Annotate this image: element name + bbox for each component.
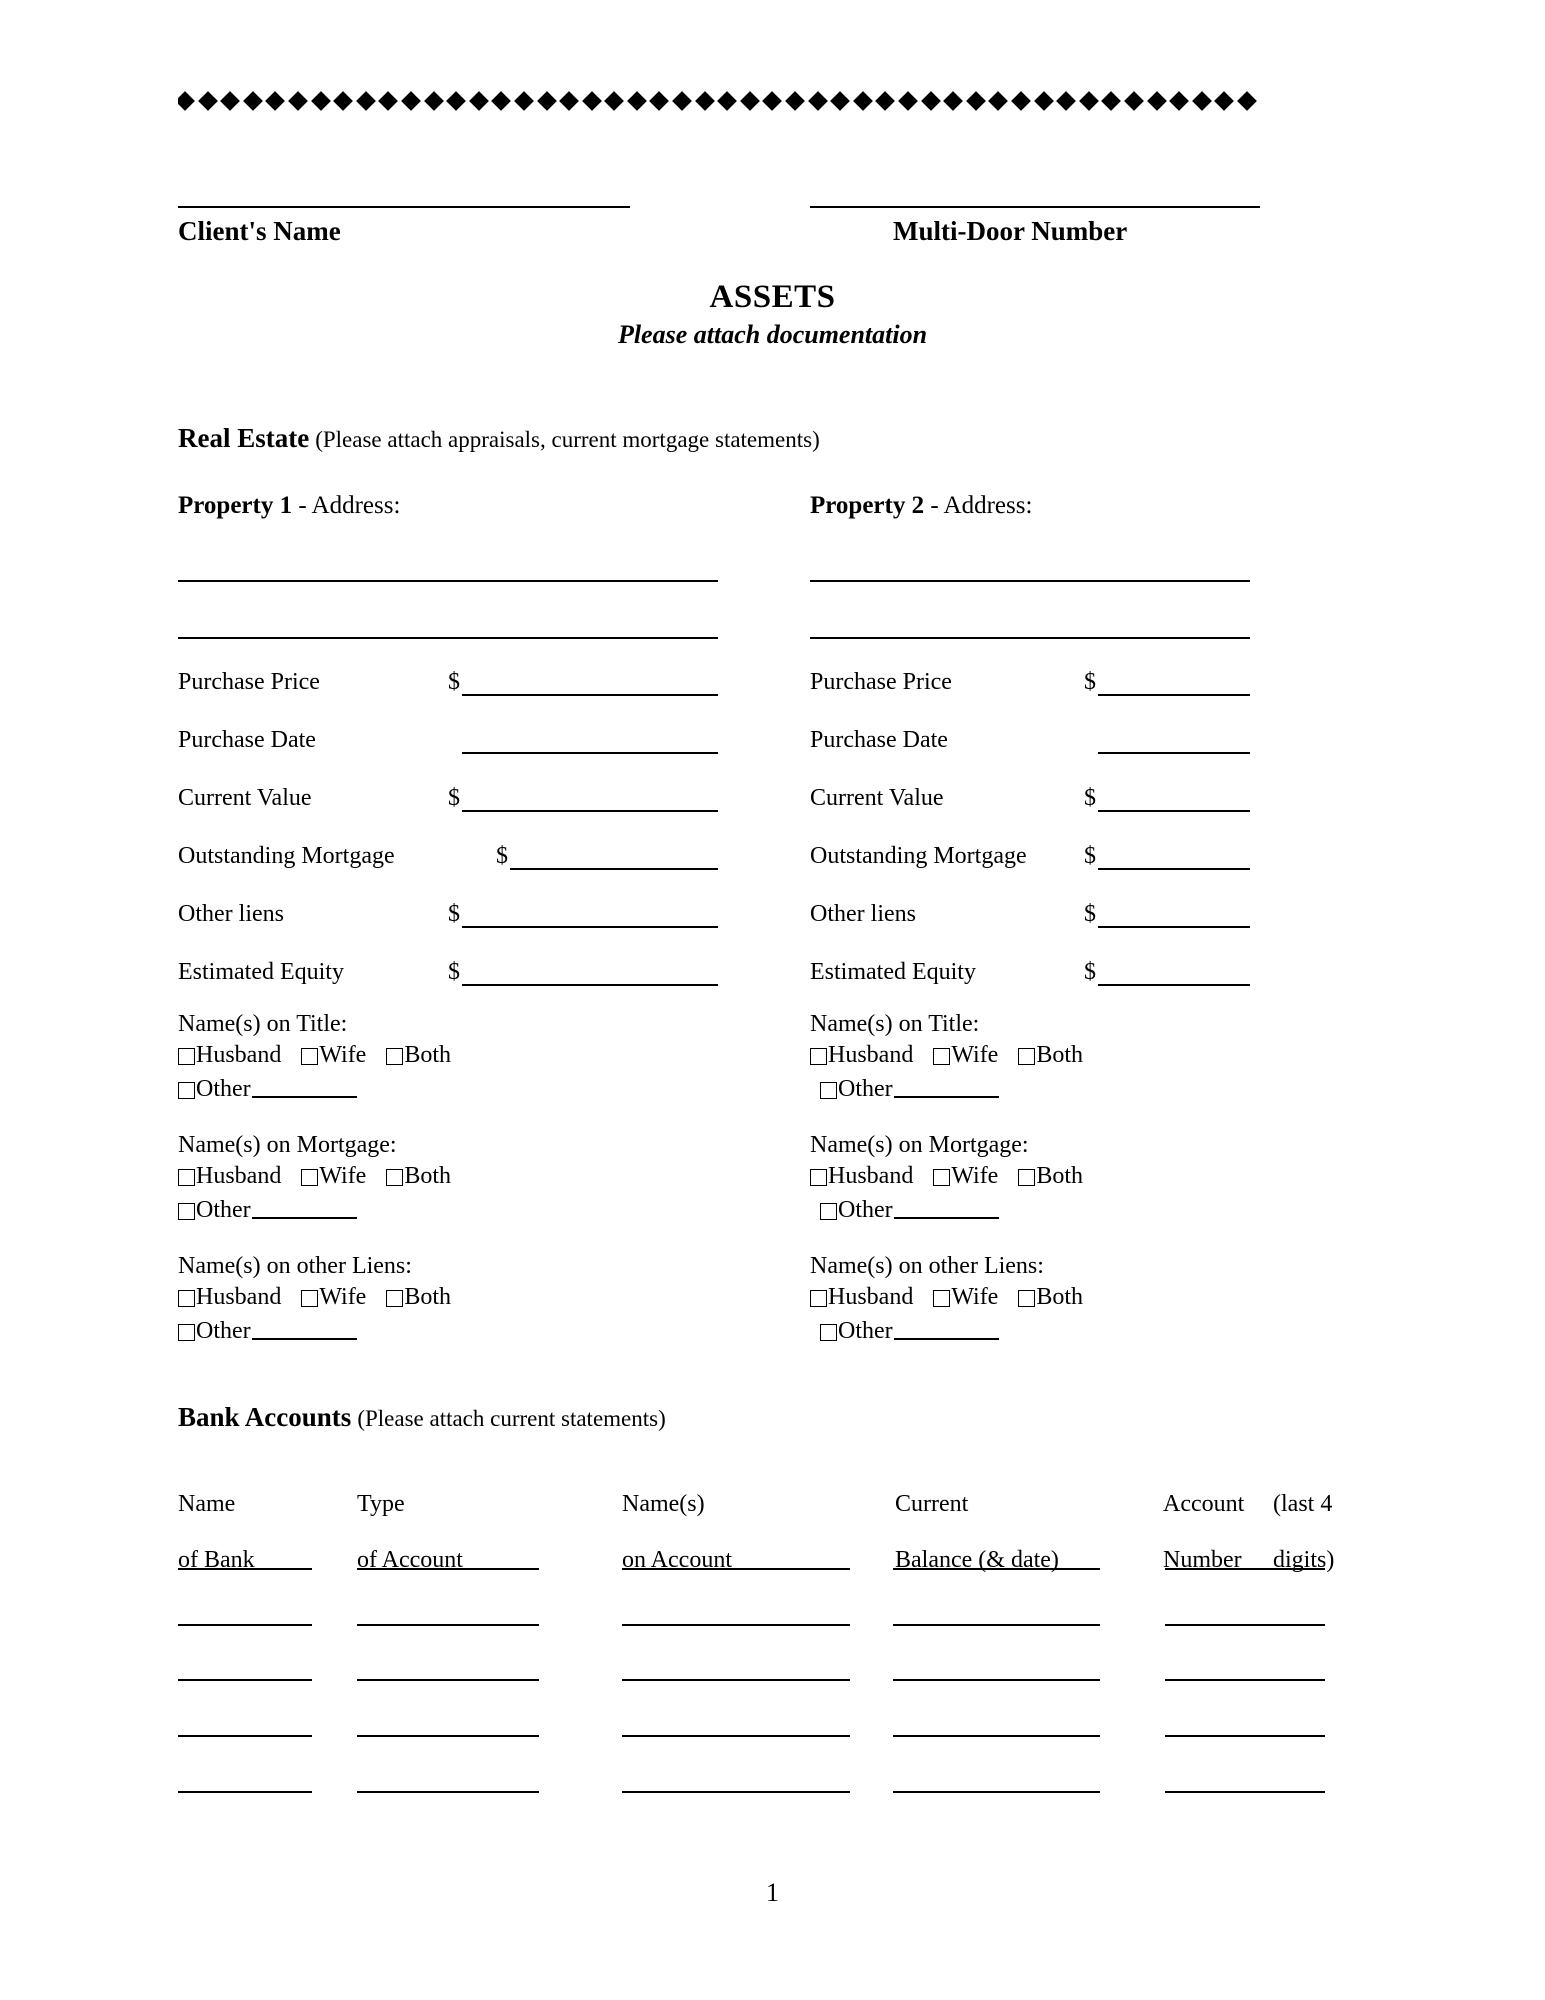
checkbox-icon[interactable] bbox=[1018, 1048, 1035, 1065]
property-1-current-value-label: Current Value bbox=[178, 785, 312, 811]
col-header-line2: Balance (& date) bbox=[895, 1547, 1059, 1573]
col-header-line1: Account bbox=[1163, 1491, 1245, 1517]
property-1-purchase-date-label: Purchase Date bbox=[178, 727, 316, 753]
page-number: 1 bbox=[766, 1878, 779, 1907]
property-1-title-other-input[interactable] bbox=[252, 1081, 357, 1098]
property-1-other-liens-currency: $ bbox=[448, 901, 460, 927]
diamond-icon bbox=[943, 91, 963, 111]
diamond-icon bbox=[1011, 91, 1031, 111]
option-label: Other bbox=[196, 1318, 251, 1344]
property-2-current-value-input[interactable] bbox=[1098, 810, 1250, 812]
property-1-purchase-price-input[interactable] bbox=[462, 694, 718, 696]
diamond-icon bbox=[1237, 91, 1257, 111]
real-estate-section-heading bbox=[178, 425, 820, 452]
property-2-purchase-date-input[interactable] bbox=[1098, 752, 1250, 754]
property-2-liens-other-row bbox=[820, 1319, 999, 1343]
property-1-title-wife-option[interactable] bbox=[301, 1043, 366, 1067]
bank-col-header-name-of-bank bbox=[178, 1462, 255, 1602]
option-label: Wife bbox=[951, 1042, 999, 1068]
diamond-icon bbox=[378, 91, 398, 111]
property-1-liens-names-heading: Name(s) on other Liens: bbox=[178, 1253, 412, 1279]
property-1-liens-names-options bbox=[178, 1285, 451, 1309]
diamond-icon bbox=[876, 91, 896, 111]
option-label: Both bbox=[1036, 1284, 1084, 1310]
property-2-purchase-price-label: Purchase Price bbox=[810, 669, 952, 695]
page-subtitle: Please attach documentation bbox=[617, 320, 928, 349]
diamond-icon bbox=[491, 91, 511, 111]
option-label: Both bbox=[404, 1163, 452, 1189]
option-label: Husband bbox=[196, 1284, 282, 1310]
bank-accounts-heading-text: Bank Accounts bbox=[178, 1402, 352, 1432]
property-2-mortgage-names-options bbox=[810, 1164, 1083, 1188]
diamond-icon bbox=[921, 91, 941, 111]
property-2-title-other-row bbox=[820, 1077, 999, 1101]
property-1-other-liens-input[interactable] bbox=[462, 926, 718, 928]
option-label: Both bbox=[404, 1284, 452, 1310]
diamond-icon bbox=[1101, 91, 1121, 111]
checkbox-icon[interactable] bbox=[386, 1169, 403, 1186]
col-header-line1: Current bbox=[895, 1491, 969, 1517]
real-estate-heading-note: (Please attach appraisals, current mortgage statements) bbox=[315, 427, 820, 452]
bank-row-1-account-number-input[interactable] bbox=[1165, 1568, 1325, 1570]
property-2-current-value-label: Current Value bbox=[810, 785, 944, 811]
diamond-icon bbox=[1147, 91, 1167, 111]
checkbox-icon[interactable] bbox=[820, 1203, 837, 1220]
property-2-other-liens-currency: $ bbox=[1084, 901, 1096, 927]
diamond-icon bbox=[288, 91, 308, 111]
diamond-icon bbox=[853, 91, 873, 111]
property-1-mortgage-both-option[interactable] bbox=[386, 1164, 451, 1188]
clients-name-write-line[interactable] bbox=[178, 206, 630, 208]
bank-row-5-account-number-input[interactable] bbox=[1165, 1791, 1325, 1793]
property-1-liens-wife-option[interactable] bbox=[301, 1285, 366, 1309]
property-2-heading bbox=[810, 493, 1032, 518]
diamond-icon bbox=[740, 91, 760, 111]
col-header-line1: Name(s) bbox=[622, 1491, 705, 1517]
property-2-purchase-date-label: Purchase Date bbox=[810, 727, 948, 753]
diamond-icon bbox=[717, 91, 737, 111]
checkbox-icon[interactable] bbox=[810, 1169, 827, 1186]
checkbox-icon[interactable] bbox=[810, 1290, 827, 1307]
diamond-icon bbox=[178, 91, 195, 111]
property-2-title-names-options bbox=[810, 1043, 1083, 1067]
page-title: ASSETS bbox=[709, 279, 836, 315]
option-label: Wife bbox=[951, 1163, 999, 1189]
diamond-icon bbox=[537, 91, 557, 111]
diamond-icon bbox=[830, 91, 850, 111]
property-2-title-husband-option[interactable] bbox=[810, 1043, 913, 1067]
diamond-icon bbox=[582, 91, 602, 111]
option-label: Wife bbox=[319, 1284, 367, 1310]
property-2-other-liens-label: Other liens bbox=[810, 901, 916, 927]
bank-row-2-current-balance-input[interactable] bbox=[893, 1624, 1100, 1626]
property-2-outstanding-mortgage-input[interactable] bbox=[1098, 868, 1250, 870]
checkbox-icon[interactable] bbox=[301, 1290, 318, 1307]
property-1-title-names-heading: Name(s) on Title: bbox=[178, 1011, 348, 1037]
option-label: Wife bbox=[319, 1163, 367, 1189]
bank-row-1-current-balance-input[interactable] bbox=[893, 1568, 1100, 1570]
bank-col-header-type-of-account bbox=[357, 1462, 463, 1602]
property-1-title-both-option[interactable] bbox=[386, 1043, 451, 1067]
checkbox-icon[interactable] bbox=[933, 1290, 950, 1307]
option-label: Other bbox=[838, 1076, 893, 1102]
bank-row-3-account-number-input[interactable] bbox=[1165, 1679, 1325, 1681]
diamond-icon bbox=[650, 91, 670, 111]
diamond-icon bbox=[265, 91, 285, 111]
option-label: Both bbox=[1036, 1163, 1084, 1189]
diamond-icon bbox=[1192, 91, 1212, 111]
checkbox-icon[interactable] bbox=[178, 1082, 195, 1099]
property-2-label: Property 2 bbox=[810, 492, 925, 519]
property-1-mortgage-other-row bbox=[178, 1198, 357, 1222]
clients-name-label: Client's Name bbox=[178, 216, 341, 246]
property-2-title-names-heading: Name(s) on Title: bbox=[810, 1011, 980, 1037]
bank-col-header-names-on-account bbox=[622, 1462, 732, 1602]
diamond-icon bbox=[672, 91, 692, 111]
diamond-icon bbox=[514, 91, 534, 111]
property-1-estimated-equity-currency: $ bbox=[448, 959, 460, 985]
property-2-estimated-equity-label: Estimated Equity bbox=[810, 959, 976, 985]
property-1-purchase-price-label: Purchase Price bbox=[178, 669, 320, 695]
property-1-address-line-2[interactable] bbox=[178, 637, 718, 639]
option-label: Husband bbox=[828, 1284, 914, 1310]
col-header-line2: of Bank bbox=[178, 1547, 255, 1573]
property-1-liens-other-input[interactable] bbox=[252, 1323, 357, 1340]
property-2-purchase-price-currency: $ bbox=[1084, 669, 1096, 695]
bank-row-5-name-of-bank-input[interactable] bbox=[178, 1791, 312, 1793]
option-label: Wife bbox=[319, 1042, 367, 1068]
diamond-icon bbox=[446, 91, 466, 111]
diamond-icon bbox=[559, 91, 579, 111]
bank-accounts-section-heading bbox=[178, 1404, 666, 1431]
property-1-label: Property 1 bbox=[178, 492, 293, 519]
diamond-icon bbox=[356, 91, 376, 111]
property-1-liens-husband-option[interactable] bbox=[178, 1285, 281, 1309]
bank-accounts-heading-note: (Please attach current statements) bbox=[357, 1406, 666, 1431]
bank-col-header-last-4-digits bbox=[1273, 1462, 1334, 1602]
col-header-line2: Number bbox=[1163, 1547, 1242, 1573]
property-2-other-liens-input[interactable] bbox=[1098, 926, 1250, 928]
property-1-outstanding-mortgage-currency: $ bbox=[496, 843, 508, 869]
property-1-title-husband-option[interactable] bbox=[178, 1043, 281, 1067]
diamond-icon bbox=[333, 91, 353, 111]
diamond-icon bbox=[469, 91, 489, 111]
diamond-icon bbox=[898, 91, 918, 111]
checkbox-icon[interactable] bbox=[820, 1324, 837, 1341]
property-1-outstanding-mortgage-input[interactable] bbox=[510, 868, 718, 870]
diamond-ornament-rule bbox=[178, 86, 1268, 116]
property-1-estimated-equity-input[interactable] bbox=[462, 984, 718, 986]
bank-row-2-name-of-bank-input[interactable] bbox=[178, 1624, 312, 1626]
checkbox-icon[interactable] bbox=[386, 1290, 403, 1307]
property-1-liens-both-option[interactable] bbox=[386, 1285, 451, 1309]
bank-row-3-names-on-account-input[interactable] bbox=[622, 1679, 850, 1681]
property-2-liens-both-option[interactable] bbox=[1018, 1285, 1083, 1309]
property-2-liens-husband-option[interactable] bbox=[810, 1285, 913, 1309]
checkbox-icon[interactable] bbox=[178, 1290, 195, 1307]
checkbox-icon[interactable] bbox=[933, 1169, 950, 1186]
checkbox-icon[interactable] bbox=[810, 1048, 827, 1065]
bank-row-2-names-on-account-input[interactable] bbox=[622, 1624, 850, 1626]
diamond-icon bbox=[198, 91, 218, 111]
property-1-mortgage-names-options bbox=[178, 1164, 451, 1188]
property-2-estimated-equity-input[interactable] bbox=[1098, 984, 1250, 986]
option-label: Husband bbox=[828, 1042, 914, 1068]
diamond-icon bbox=[966, 91, 986, 111]
checkbox-icon[interactable] bbox=[820, 1082, 837, 1099]
property-2-liens-names-heading: Name(s) on other Liens: bbox=[810, 1253, 1044, 1279]
diamond-icon bbox=[1056, 91, 1076, 111]
property-1-liens-other-row bbox=[178, 1319, 357, 1343]
property-1-other-liens-label: Other liens bbox=[178, 901, 284, 927]
bank-row-3-type-of-account-input[interactable] bbox=[357, 1679, 539, 1681]
diamond-icon bbox=[604, 91, 624, 111]
option-label: Husband bbox=[828, 1163, 914, 1189]
diamond-icon bbox=[627, 91, 647, 111]
col-header-line1: Type bbox=[357, 1491, 405, 1517]
property-2-current-value-currency: $ bbox=[1084, 785, 1096, 811]
property-2-mortgage-other-row bbox=[820, 1198, 999, 1222]
checkbox-icon[interactable] bbox=[178, 1048, 195, 1065]
diamond-icon bbox=[401, 91, 421, 111]
option-label: Both bbox=[1036, 1042, 1084, 1068]
property-2-estimated-equity-currency: $ bbox=[1084, 959, 1096, 985]
option-label: Other bbox=[838, 1318, 893, 1344]
property-1-estimated-equity-label: Estimated Equity bbox=[178, 959, 344, 985]
checkbox-icon[interactable] bbox=[1018, 1169, 1035, 1186]
bank-row-5-current-balance-input[interactable] bbox=[893, 1791, 1100, 1793]
property-2-liens-other-input[interactable] bbox=[894, 1323, 999, 1340]
diamond-icon bbox=[243, 91, 263, 111]
bank-row-5-type-of-account-input[interactable] bbox=[357, 1791, 539, 1793]
property-2-mortgage-both-option[interactable] bbox=[1018, 1164, 1083, 1188]
diamond-icon bbox=[1214, 91, 1234, 111]
property-1-mortgage-wife-option[interactable] bbox=[301, 1164, 366, 1188]
option-label: Other bbox=[196, 1197, 251, 1223]
checkbox-icon[interactable] bbox=[1018, 1290, 1035, 1307]
bank-col-header-current-balance bbox=[895, 1462, 1059, 1602]
property-2-outstanding-mortgage-currency: $ bbox=[1084, 843, 1096, 869]
property-2-liens-wife-option[interactable] bbox=[933, 1285, 998, 1309]
diamond-icon bbox=[311, 91, 331, 111]
checkbox-icon[interactable] bbox=[386, 1048, 403, 1065]
property-2-mortgage-other-option[interactable] bbox=[820, 1198, 893, 1222]
property-2-address-line-2[interactable] bbox=[810, 637, 1250, 639]
col-header-line2: digits) bbox=[1273, 1547, 1335, 1573]
diamond-icon bbox=[1169, 91, 1189, 111]
property-1-title-other-option[interactable] bbox=[178, 1077, 251, 1101]
property-1-mortgage-other-option[interactable] bbox=[178, 1198, 251, 1222]
diamond-icon bbox=[808, 91, 828, 111]
checkbox-icon[interactable] bbox=[301, 1169, 318, 1186]
checkbox-icon[interactable] bbox=[178, 1324, 195, 1341]
real-estate-heading-text: Real Estate bbox=[178, 423, 310, 453]
property-1-mortgage-names-heading: Name(s) on Mortgage: bbox=[178, 1132, 397, 1158]
property-1-current-value-input[interactable] bbox=[462, 810, 718, 812]
bank-row-4-name-of-bank-input[interactable] bbox=[178, 1735, 312, 1737]
diamond-icon bbox=[1034, 91, 1054, 111]
property-2-mortgage-names-heading: Name(s) on Mortgage: bbox=[810, 1132, 1029, 1158]
bank-row-5-names-on-account-input[interactable] bbox=[622, 1791, 850, 1793]
property-2-address-line-1[interactable] bbox=[810, 580, 1250, 582]
checkbox-icon[interactable] bbox=[301, 1048, 318, 1065]
property-1-heading bbox=[178, 493, 400, 518]
property-2-liens-names-options bbox=[810, 1285, 1083, 1309]
property-2-liens-other-option[interactable] bbox=[820, 1319, 893, 1343]
property-1-purchase-date-input[interactable] bbox=[462, 752, 718, 754]
option-label: Both bbox=[404, 1042, 452, 1068]
diamond-icon bbox=[988, 91, 1008, 111]
option-label: Wife bbox=[951, 1284, 999, 1310]
property-1-address-label: - Address: bbox=[298, 492, 401, 519]
property-1-mortgage-other-input[interactable] bbox=[252, 1202, 357, 1219]
property-2-mortgage-other-input[interactable] bbox=[894, 1202, 999, 1219]
bank-row-4-current-balance-input[interactable] bbox=[893, 1735, 1100, 1737]
diamond-icon bbox=[424, 91, 444, 111]
checkbox-icon[interactable] bbox=[178, 1203, 195, 1220]
property-1-mortgage-husband-option[interactable] bbox=[178, 1164, 281, 1188]
property-2-title-other-input[interactable] bbox=[894, 1081, 999, 1098]
diamond-icon bbox=[695, 91, 715, 111]
bank-row-1-name-of-bank-input[interactable] bbox=[178, 1568, 312, 1570]
diamond-icon bbox=[220, 91, 240, 111]
col-header-line2: on Account bbox=[622, 1547, 732, 1573]
diamond-icon bbox=[1124, 91, 1144, 111]
property-1-outstanding-mortgage-label: Outstanding Mortgage bbox=[178, 843, 395, 869]
bank-col-header-account-number bbox=[1163, 1462, 1244, 1602]
col-header-line2: of Account bbox=[357, 1547, 463, 1573]
property-2-purchase-price-input[interactable] bbox=[1098, 694, 1250, 696]
property-2-title-other-option[interactable] bbox=[820, 1077, 893, 1101]
property-2-mortgage-wife-option[interactable] bbox=[933, 1164, 998, 1188]
option-label: Other bbox=[838, 1197, 893, 1223]
bank-row-3-name-of-bank-input[interactable] bbox=[178, 1679, 312, 1681]
col-header-line1: (last 4 bbox=[1273, 1491, 1333, 1517]
diamond-icon bbox=[1079, 91, 1099, 111]
option-label: Husband bbox=[196, 1163, 282, 1189]
checkbox-icon[interactable] bbox=[178, 1169, 195, 1186]
bank-row-2-type-of-account-input[interactable] bbox=[357, 1624, 539, 1626]
option-label: Husband bbox=[196, 1042, 282, 1068]
bank-row-1-names-on-account-input[interactable] bbox=[622, 1568, 850, 1570]
bank-row-4-names-on-account-input[interactable] bbox=[622, 1735, 850, 1737]
property-2-outstanding-mortgage-label: Outstanding Mortgage bbox=[810, 843, 1027, 869]
property-2-title-both-option[interactable] bbox=[1018, 1043, 1083, 1067]
checkbox-icon[interactable] bbox=[933, 1048, 950, 1065]
bank-row-4-account-number-input[interactable] bbox=[1165, 1735, 1325, 1737]
bank-row-3-current-balance-input[interactable] bbox=[893, 1679, 1100, 1681]
property-1-current-value-currency: $ bbox=[448, 785, 460, 811]
multi-door-number-label: Multi-Door Number bbox=[893, 216, 1128, 246]
bank-row-1-type-of-account-input[interactable] bbox=[357, 1568, 539, 1570]
property-1-purchase-price-currency: $ bbox=[448, 669, 460, 695]
diamond-icon bbox=[763, 91, 783, 111]
property-2-address-label: - Address: bbox=[930, 492, 1033, 519]
property-1-address-line-1[interactable] bbox=[178, 580, 718, 582]
property-1-title-names-options bbox=[178, 1043, 451, 1067]
bank-row-2-account-number-input[interactable] bbox=[1165, 1624, 1325, 1626]
property-2-mortgage-husband-option[interactable] bbox=[810, 1164, 913, 1188]
diamond-icon bbox=[785, 91, 805, 111]
property-1-liens-other-option[interactable] bbox=[178, 1319, 251, 1343]
multi-door-number-write-line[interactable] bbox=[810, 206, 1260, 208]
option-label: Other bbox=[196, 1076, 251, 1102]
bank-row-4-type-of-account-input[interactable] bbox=[357, 1735, 539, 1737]
col-header-line1: Name bbox=[178, 1491, 236, 1517]
property-1-title-other-row bbox=[178, 1077, 357, 1101]
property-2-title-wife-option[interactable] bbox=[933, 1043, 998, 1067]
